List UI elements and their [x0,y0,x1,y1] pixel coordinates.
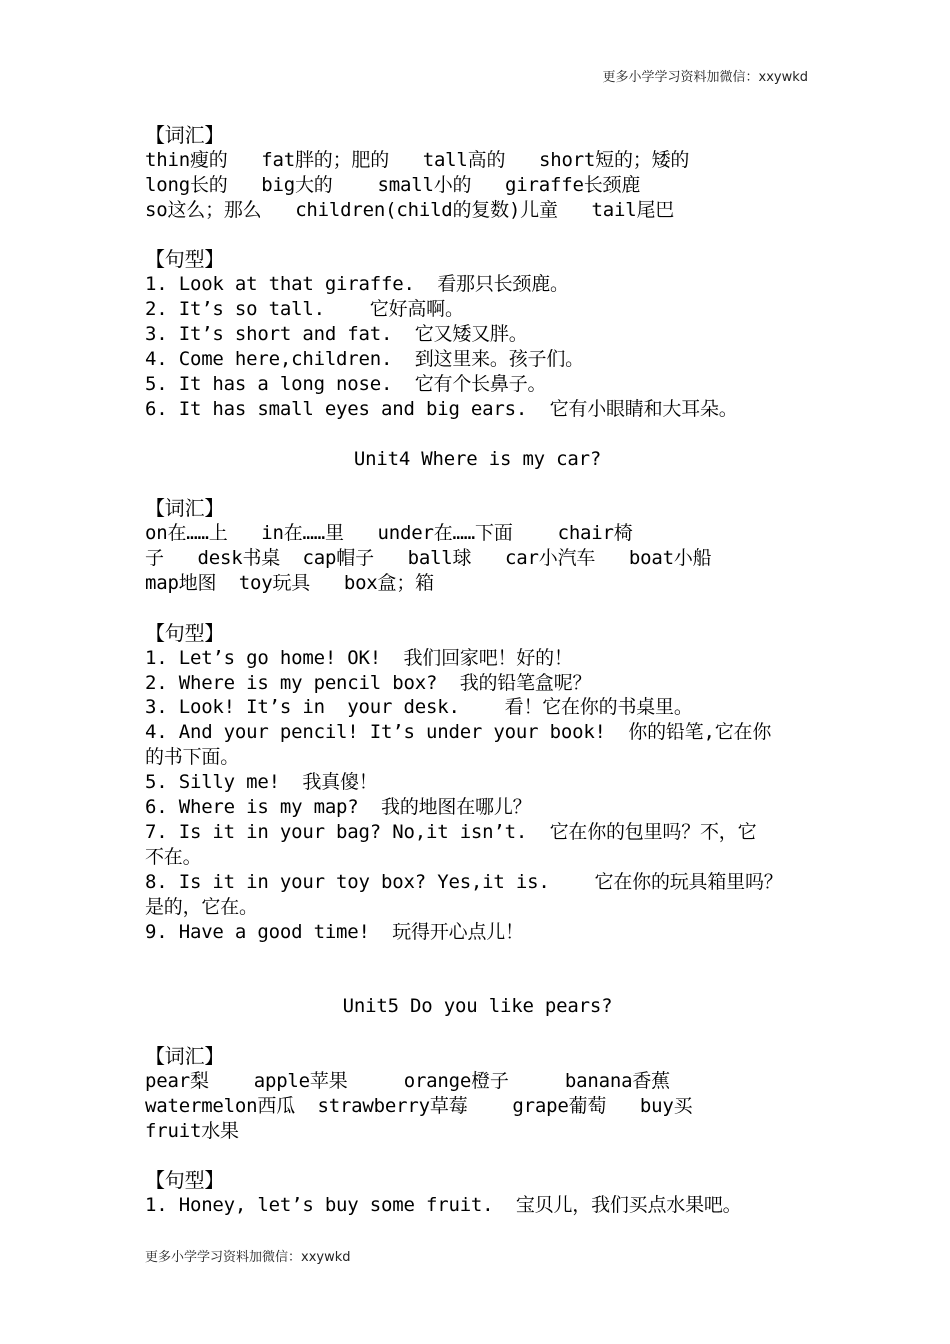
sentence-line: 4. And your pencil! It’s under your book! 你的铅笔,它在你 [145,721,772,744]
sentence-line: 3. It’s short and fat. 它又矮又胖。 [145,323,528,346]
sentence-line: 3. Look! It’s in your desk. 看！它在你的书桌里。 [145,696,693,719]
sentence-line: 6. Where is my map? 我的地图在哪儿？ [145,796,532,819]
sentence-line: 1. Look at that giraffe. 看那只长颈鹿。 [145,273,569,296]
vocab-heading: 【词汇】 [145,123,225,147]
sentence-line: 5. It has a long nose. 它有个长鼻子。 [145,372,547,395]
sentence-heading: 【句型】 [145,620,225,645]
vocab-line: on在……上 in在……里 under在……下面 chair椅 [145,522,633,545]
document-body [145,123,810,1218]
footer-note: 更多小学学习资料加微信：xxywkd [145,1250,351,1265]
sentence-line: 2. Where is my pencil box? 我的铅笔盒呢？ [145,671,592,694]
sentence-heading: 【句型】 [145,247,225,272]
sentence-line: 7. Is it in your bag? No,it isn’t. 它在你的包里吗？不，它 [145,820,757,843]
sentence-line: 6. It has small eyes and big ears. 它有小眼睛和大耳朵。 [145,397,738,420]
vocab-line: 子 desk书桌 cap帽子 ball球 car小汽车 boat小船 [145,547,712,570]
sentence-heading: 【句型】 [145,1168,225,1193]
unit-title: Unit5 Do you like pears? [342,995,613,1018]
vocab-line: watermelon西瓜 strawberry草莓 grape葡萄 buy买 [145,1094,693,1117]
sentence-line: 不在。 [145,845,202,868]
vocab-line: so这么；那么 children(child的复数)儿童 tail尾巴 [145,198,675,221]
vocab-line: pear梨 apple苹果 orange橙子 banana香蕉 [145,1069,670,1092]
vocab-heading: 【词汇】 [145,1043,225,1068]
sentence-line: 是的，它在。 [145,895,258,918]
sentence-line: 4. Come here,children. 到这里来。孩子们。 [145,348,584,371]
sentence-line: 2. It’s so tall. 它好高啊。 [145,298,464,321]
sentence-line: 1. Let’s go home! OK! 我们回家吧！好的！ [145,646,573,669]
sentence-line: 5. Silly me! 我真傻！ [145,771,378,794]
sentence-line: 的书下面。 [145,746,240,769]
vocab-line: thin瘦的 fat胖的；肥的 tall高的 short短的；矮的 [145,148,690,171]
sentence-line: 9. Have a good time! 玩得开心点儿！ [145,920,524,943]
vocab-line: long长的 big大的 small小的 giraffe长颈鹿 [145,173,641,196]
sentence-line: 1. Honey, let’s buy some fruit. 宝贝儿，我们买点水果吧。 [145,1194,742,1217]
vocab-heading: 【词汇】 [145,496,225,521]
vocab-line: fruit水果 [145,1119,239,1142]
header-note: 更多小学学习资料加微信：xxywkd [602,70,808,85]
sentence-line: 8. Is it in your toy box? Yes,it is. 它在你的玩具箱里吗？ [145,870,783,893]
unit-title: Unit4 Where is my car? [353,447,602,470]
vocab-line: map地图 toy玩具 box盒；箱 [145,572,434,595]
